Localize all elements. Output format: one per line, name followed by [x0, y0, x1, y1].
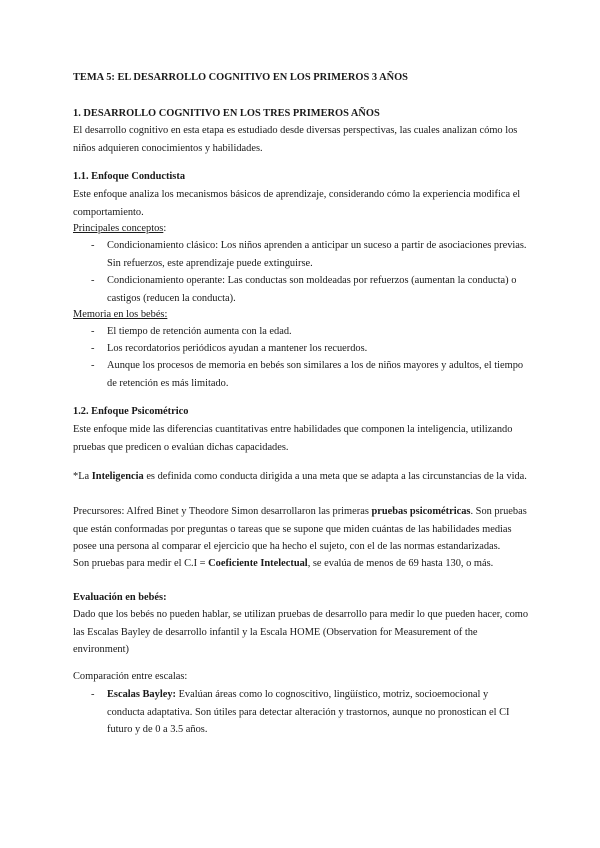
list-item: El tiempo de retención aumenta con la edad.	[107, 326, 292, 337]
paragraph: Este enfoque mide las diferencias cuantitativas entre habilidades que componen la inteligencia, utilizando pruebas que predicen o evalúan dichas capacidades.	[73, 424, 513, 453]
list-item: Condicionamiento clásico: Los niños aprenden a anticipar un suceso a partir de asociaciones previas. Sin refuerzos, este aprendizaje puede extinguirse.	[107, 240, 527, 269]
note-suffix: es definida como conducta dirigida a una meta que se adapta a las circunstancias de la vida.	[143, 471, 527, 482]
bullet-dash: -	[91, 360, 95, 371]
ci-prefix: Son pruebas para medir el C.I =	[73, 558, 209, 569]
concepts-label-text: Principales conceptos	[73, 223, 164, 234]
ci-paragraph	[73, 555, 533, 573]
bullet-dash: -	[91, 343, 95, 354]
list-item	[107, 686, 527, 739]
memory-label: Memoria en los bebés:	[73, 309, 168, 320]
bayley-bold: Escalas Bayley:	[107, 689, 176, 700]
subsection-heading: 1.1. Enfoque Conductista	[73, 171, 186, 182]
section-intro: El desarrollo cognitivo en esta etapa es estudiado desde diversas perspectivas, las cuales analizan cómo los niños adquieren conocimientos y habilidades.	[73, 125, 518, 154]
list-item: Los recordatorios periódicos ayudan a mantener los recuerdos.	[107, 343, 368, 354]
subsection-heading: Evaluación en bebés:	[73, 592, 167, 603]
note-bold: Inteligencia	[91, 471, 144, 482]
bayley-text: Evalúan áreas como lo cognoscitivo, lingüístico, motriz, socioemocional y conducta adaptativa. Son útiles para detectar alteración y trastornos, aunque no pronostican el CI futuro y de 0 a 3.5 años.	[107, 689, 510, 736]
bullet-dash: -	[91, 326, 95, 337]
bullet-dash: -	[91, 689, 95, 700]
precursors-bold: pruebas psicométricas	[371, 506, 471, 517]
concepts-label	[73, 220, 166, 238]
bullet-dash: -	[91, 275, 95, 286]
ci-suffix: , se evalúa de menos de 69 hasta 130, o más.	[307, 558, 494, 569]
ci-bold: Coeficiente Intelectual	[208, 558, 308, 569]
precursors-prefix: Precursores: Alfred Binet y Theodore Simon desarrollaron las primeras	[73, 506, 372, 517]
list-item: Condicionamiento operante: Las conductas son moldeadas por refuerzos (aumentan la conducta) o castigos (reducen la conducta).	[107, 275, 517, 304]
precursors-paragraph	[73, 503, 533, 556]
bullet-dash: -	[91, 240, 95, 251]
note-prefix: *La	[73, 471, 92, 482]
document-title: TEMA 5: EL DESARROLLO COGNITIVO EN LOS PRIMEROS 3 AÑOS	[73, 72, 408, 83]
paragraph: Este enfoque analiza los mecanismos básicos de aprendizaje, considerando cómo la experiencia modifica el comportamiento.	[73, 189, 521, 218]
concepts-colon: :	[163, 223, 167, 234]
precursors-suffix: . Son pruebas que están conformadas por preguntas o tareas que se supone que miden cuántas de las habilidades medias posee una persona al comparar el ejercicio que ha hecho el sujeto, con el de las normas estandarizadas.	[73, 506, 527, 553]
paragraph: Dado que los bebés no pueden hablar, se utilizan pruebas de desarrollo para medir lo que pueden hacer, como las Escalas Bayley de desarrollo infantil y la Escala HOME (Observation for Measurement of the environment)	[73, 609, 529, 656]
section-heading: 1. DESARROLLO COGNITIVO EN LOS TRES PRIMEROS AÑOS	[73, 108, 380, 119]
list-item: Aunque los procesos de memoria en bebés son similares a los de niños mayores y adultos, el tiempo de retención es más limitado.	[107, 360, 524, 389]
comparison-label: Comparación entre escalas:	[73, 671, 188, 682]
intelligence-note	[73, 468, 533, 486]
subsection-heading: 1.2. Enfoque Psicométrico	[73, 406, 189, 417]
